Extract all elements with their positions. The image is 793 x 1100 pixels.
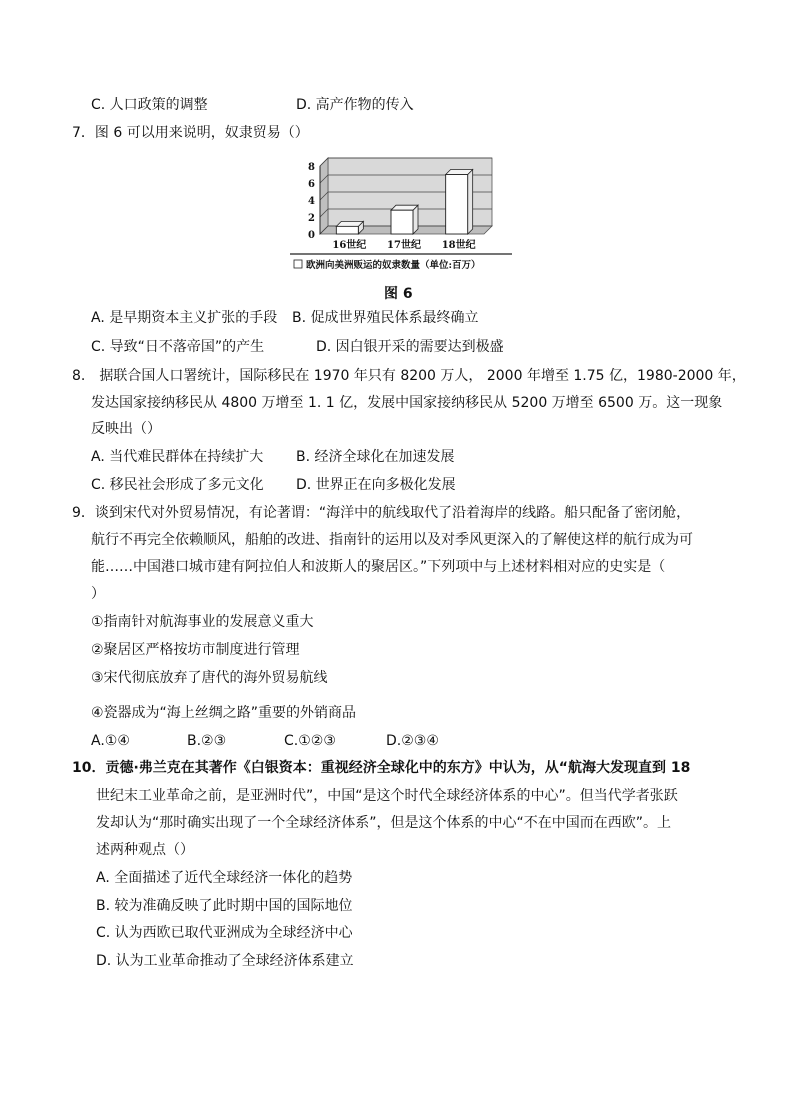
q7-option-a: A. 是早期资本主义扩张的手段 xyxy=(91,310,278,326)
q9-statement-2: ②聚居区严格按坊市制度进行管理 xyxy=(91,642,300,658)
y-tick-label: 0 xyxy=(308,230,315,241)
bar-chart xyxy=(290,152,512,274)
bar-top xyxy=(446,170,473,175)
y-tick-label: 2 xyxy=(308,213,315,224)
q9-option-a: A.①④ xyxy=(91,733,130,749)
q9-statement-4: ④瓷器成为“海上丝绸之路”重要的外销商品 xyxy=(91,705,357,721)
x-tick-label: 18世纪 xyxy=(441,240,476,251)
y-tick-label: 6 xyxy=(308,179,315,190)
q9-line-1: 9．谈到宋代对外贸易情况，有论著谓：“海洋中的航线取代了沿着海岸的线路。船只配备了密闭舱， xyxy=(72,505,691,521)
x-tick-label: 16世纪 xyxy=(332,240,367,251)
q8-option-c: C. 移民社会形成了多元文化 xyxy=(91,477,264,493)
y-tick-label: 8 xyxy=(308,162,315,173)
q9-statement-3: ③宋代彻底放弃了唐代的海外贸易航线 xyxy=(91,670,328,686)
q9-line-3: 能……中国港口城市建有阿拉伯人和波斯人的聚居区。”下列项中与上述材料相对应的史实是（ xyxy=(91,559,666,575)
q10-line-4: 述两种观点（） xyxy=(96,842,194,858)
q10-option-d: D. 认为工业革命推动了全球经济体系建立 xyxy=(96,953,354,969)
bar xyxy=(336,226,358,234)
q9-statement-1: ①指南针对航海事业的发展意义重大 xyxy=(91,614,314,630)
q10-line-3: 发却认为“那时确实出现了一个全球经济体系”，但是这个体系的中心“不在中国而在西欧”。上 xyxy=(96,815,672,831)
q8-line-2: 发达国家接纳移民从 4800 万增至 1. 1 亿，发展中国家接纳移民从 5200 万增至 6500 万。这一现象 xyxy=(91,395,723,411)
q9-option-c: C.①②③ xyxy=(284,733,336,749)
q9-line-2: 航行不再完全依赖顺风，船舶的改进、指南针的运用以及对季风更深入的了解使这样的航行成为可 xyxy=(91,532,693,548)
q9-option-d: D.②③④ xyxy=(386,733,439,749)
q7-stem: 7．图 6 可以用来说明，奴隶贸易（） xyxy=(72,125,309,141)
q8-line-1: 8. 据联合国人口署统计，国际移民在 1970 年只有 8200 万人， 2000 年增至 1.75 亿，1980-2000 年， xyxy=(72,368,746,384)
y-tick-label: 4 xyxy=(308,196,315,207)
q6-option-d: D. 高产作物的传入 xyxy=(296,97,414,113)
x-tick-label: 17世纪 xyxy=(387,240,421,251)
legend-label: 欧洲向美洲贩运的奴隶数量（单位:百万） xyxy=(306,260,481,271)
q9-option-b: B.②③ xyxy=(187,733,227,749)
q7-option-d: D. 因白银开采的需要达到极盛 xyxy=(316,339,504,355)
q7-option-b: B. 促成世界殖民体系最终确立 xyxy=(292,310,479,326)
q10-option-b: B. 较为准确反映了此时期中国的国际地位 xyxy=(96,898,353,914)
q9-line-4: ） xyxy=(91,586,105,602)
bar-top xyxy=(391,205,418,210)
q10-option-c: C. 认为西欧已取代亚洲成为全球经济中心 xyxy=(96,925,353,941)
q8-option-a: A. 当代难民群体在持续扩大 xyxy=(91,449,264,465)
q8-line-3: 反映出（） xyxy=(91,421,161,437)
q10-option-a: A. 全面描述了近代全球经济一体化的趋势 xyxy=(96,870,353,886)
bar xyxy=(446,175,468,235)
q10-line-2: 世纪末工业革命之前，是亚洲时代”，中国“是这个时代全球经济体系的中心”。但当代学者张跃 xyxy=(96,788,678,804)
q7-option-c: C. 导致“日不落帝国”的产生 xyxy=(91,339,265,355)
bar xyxy=(391,210,413,234)
bar-top xyxy=(336,221,363,226)
bar-side xyxy=(468,170,473,235)
legend-swatch xyxy=(294,260,302,268)
q6-option-c: C. 人口政策的调整 xyxy=(91,97,208,113)
q7-figure xyxy=(290,152,512,274)
q10-line-1: 10．贡德·弗兰克在其著作《白银资本：重视经济全球化中的东方》中认为，从“航海大发现直到 18 xyxy=(72,760,691,776)
q8-option-d: D. 世界正在向多极化发展 xyxy=(296,477,456,493)
figure-caption: 图 6 xyxy=(384,286,413,302)
q8-option-b: B. 经济全球化在加速发展 xyxy=(296,449,455,465)
